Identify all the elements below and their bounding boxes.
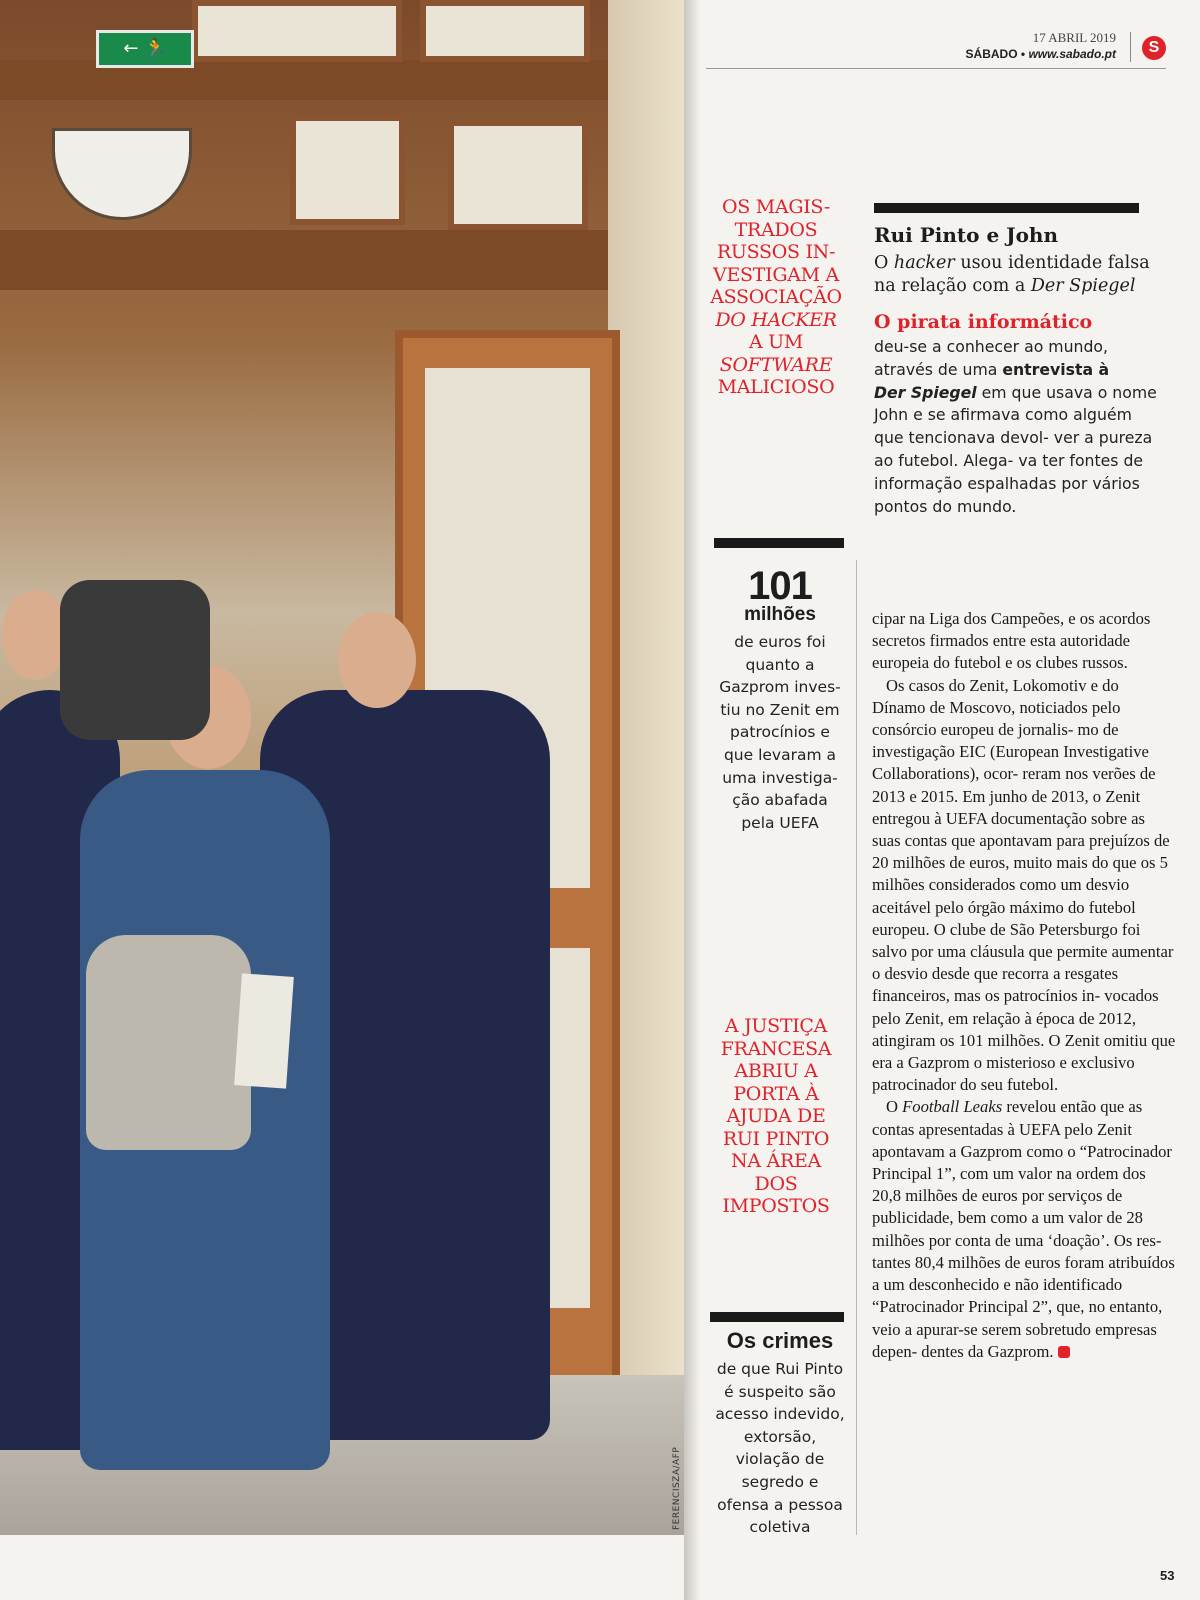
- sidebar-subtitle: [874, 252, 1164, 298]
- article-text-part: revelou então que as contas apresentadas à UEFA pelo Zenit apontavam a Gazprom como o “Patrocinador Principal 1”, com um valor na ordem dos 20,8 milhões de euros por serviços de publicidade, bem como a um valor de 28 milhões por conta de uma ‘doação’. Os res- tantes 80,4 milhões de euros foram atribuídos a um desconhecido e não identificado “Patrocinador Principal 2”, que, no entanto, veio a apurar-se serem sobretudo empresas depen- dentes da Gazprom.: [872, 1097, 1175, 1361]
- crimes-line: acesso indevido,: [715, 1405, 845, 1424]
- pull-quote-line: A JUSTIÇA: [724, 1015, 828, 1037]
- article-text-part: O: [886, 1097, 903, 1117]
- officer-left-head: [2, 590, 68, 680]
- crimes-line: violação de: [735, 1450, 825, 1469]
- stat-line: pela UEFA: [741, 813, 819, 832]
- window-pane: [290, 115, 405, 225]
- sidebar-lead: O pirata informático: [874, 311, 1093, 333]
- stat-line: tiu no Zenit em: [720, 700, 840, 719]
- stat-unit: milhões: [744, 604, 816, 625]
- issue-date: 17 ABRIL 2019: [1032, 30, 1116, 45]
- sidebar-text: [874, 336, 1164, 518]
- pull-quote-line: PORTA À: [733, 1082, 819, 1105]
- crimes-description: [712, 1358, 848, 1539]
- crimes-title: Os crimes: [726, 1328, 834, 1353]
- article-paragraph: [872, 1096, 1176, 1362]
- subtitle-emphasis: Der Spiegel: [1030, 276, 1136, 296]
- crimes-line: de que Rui Pinto: [716, 1360, 844, 1378]
- publication-line: [966, 47, 1116, 61]
- subtitle-part: O: [874, 253, 894, 273]
- sidebar-bar: [874, 203, 1139, 213]
- stat-line: que levaram a: [723, 745, 837, 764]
- column-rule: [856, 560, 857, 1535]
- pull-quote-line: SOFTWARE: [719, 353, 833, 376]
- ceiling-lamp-icon: [52, 128, 192, 220]
- backpack: [86, 935, 251, 1150]
- stat-description: [712, 631, 848, 834]
- pull-quote-line: AJUDA DE: [726, 1105, 826, 1127]
- camera-crew: [60, 580, 210, 740]
- pull-quote-line: DOS: [754, 1172, 798, 1195]
- article-text-emphasis: Football Leaks: [902, 1097, 1003, 1117]
- officer-right-head: [338, 612, 416, 708]
- article-paragraph: cipar na Liga dos Campeões, e os acordos secretos firmados entre esta autoridade europeia do futebol e os clubes russos.: [872, 609, 1151, 673]
- exit-sign-icon: ← 🏃: [96, 30, 194, 68]
- pull-quote-line: TRADOS: [734, 218, 818, 241]
- sidebar-text-part: em que usava o nome John e se afirmava como alguém que tencionava devol- ver a pureza ao futebol. Alega- va ter fontes de informação espalhadas por vários pontos do mundo.: [874, 382, 1157, 516]
- sidebar-text-bold-italic: Der Spiegel: [874, 382, 977, 402]
- sidebar-text-bold: entrevista à: [1002, 359, 1110, 379]
- crimes-line: segredo e: [741, 1472, 819, 1491]
- end-mark-icon: [1058, 1346, 1070, 1358]
- stat-number: 101: [748, 564, 812, 608]
- pull-quote-french-justice: [710, 1015, 842, 1218]
- article-body: [872, 608, 1176, 1363]
- crimes-line: coletiva: [749, 1518, 811, 1537]
- stat-line: quanto a: [745, 655, 815, 674]
- pull-quote-line: A UM: [748, 331, 804, 353]
- publication-name: SÁBADO: [965, 47, 1018, 61]
- pull-quote-line: IMPOSTOS: [722, 1195, 830, 1217]
- window-pane: [420, 0, 590, 62]
- pull-quote-line: DO HACKER: [715, 308, 837, 331]
- crimes-line: é suspeito são: [724, 1382, 836, 1401]
- pull-quote-line: FRANCESA: [720, 1037, 832, 1060]
- stat-line: uma investiga-: [722, 768, 838, 787]
- pull-quote-line: OS MAGIS-: [722, 196, 830, 218]
- header-divider: [1130, 32, 1131, 62]
- pull-quote-magistrates: [710, 196, 842, 399]
- pull-quote-line: NA ÁREA: [731, 1150, 821, 1172]
- pull-quote-line: ABRIU A: [734, 1060, 818, 1082]
- pull-quote-line: RUI PINTO: [722, 1127, 830, 1150]
- publication-url: www.sabado.pt: [1028, 47, 1116, 61]
- stat-line: de euros foi: [734, 633, 826, 651]
- article-paragraph: Os casos do Zenit, Lokomotiv e do Dínamo de Moscovo, noticiados pelo consórcio europeu de jornalis- mo de investigação EIC (European Investigative Collaborations), ocor- reram nos verões de 2013 e 2015. Em junho de 2013, o Zenit entregou à UEFA documentação sobre as suas contas que apontavam para prejuízos de 20 milhões de euros, muito mais do que os 5 milhões considerados como um desvio aceitável pelo órgão máximo do futebol europeu. O clube de São Petersburgo foi salvo por uma cláusula que permite aumentar o desvio desde que recorra a resgates financeiros, mas os patrocínios in- vocados pelo Zenit, em relação à época de 2012, atingiram os 101 milhões. O Zenit omitiu que era a Gazprom o misterioso e exclusivo patrocinador do seu futebol.: [872, 675, 1176, 1095]
- crimes-line: extorsão,: [743, 1427, 817, 1446]
- page-number: 53: [1160, 1568, 1175, 1583]
- stat-line: Gazprom inves-: [719, 678, 841, 697]
- pull-quote-line: MALICIOSO: [717, 376, 835, 398]
- sabado-logo-icon: S: [1142, 36, 1166, 60]
- subtitle-part: usou identidade falsa na relação com a: [874, 253, 1150, 296]
- window-pane: [448, 120, 588, 230]
- header-rule: [706, 68, 1166, 69]
- documents: [234, 973, 294, 1088]
- sidebar-title: Rui Pinto e John: [874, 223, 1059, 247]
- pull-quote-line: VESTIGAM A: [713, 263, 839, 286]
- stat-bar: [714, 538, 844, 548]
- crimes-line: ofensa a pessoa: [717, 1495, 843, 1514]
- photo-credit: FERENCISZA/AFP: [672, 1446, 682, 1530]
- wood-beam: [0, 230, 640, 290]
- crimes-bar: [710, 1312, 844, 1322]
- stat-line: patrocínios e: [730, 723, 830, 742]
- subtitle-emphasis: hacker: [893, 253, 955, 273]
- pull-quote-line: ASSOCIAÇÃO: [710, 286, 842, 308]
- stat-line: ção abafada: [732, 791, 828, 810]
- sidebar-text-part: deu-se a conhecer ao mundo, através de uma: [874, 337, 1109, 379]
- pull-quote-line: RUSSOS IN-: [716, 241, 836, 263]
- separator: •: [1020, 47, 1026, 61]
- page-gutter: [684, 0, 700, 1600]
- window-pane: [192, 0, 402, 62]
